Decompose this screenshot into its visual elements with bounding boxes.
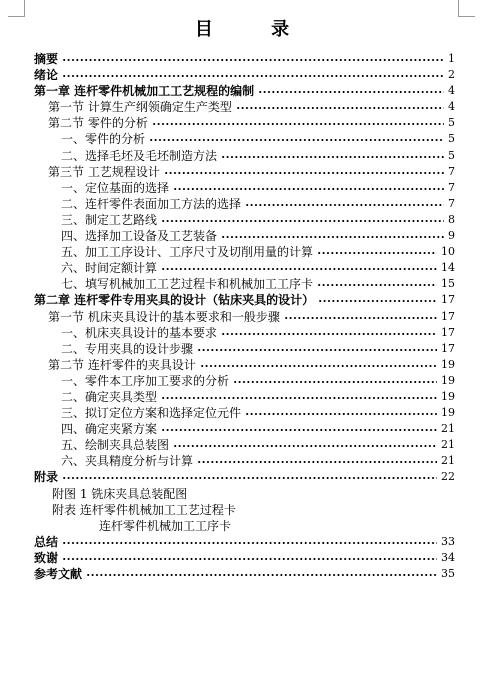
toc-page-number: 34 xyxy=(441,550,455,564)
toc-page-number: 2 xyxy=(448,68,455,82)
toc-entry-title: 第二章 连杆零件专用夹具的设计（钻床夹具的设计） xyxy=(34,293,315,308)
toc-entry-title: 三、制定工艺路线 xyxy=(61,212,158,227)
toc-page-number: 21 xyxy=(441,454,455,468)
toc-page-number: 17 xyxy=(441,293,455,307)
toc-page-number: 17 xyxy=(441,325,455,339)
dot-leader xyxy=(197,461,437,463)
toc-entry-title: 致谢 xyxy=(34,550,59,565)
page-corner-mark-right xyxy=(458,0,475,17)
toc-entry[interactable] xyxy=(0,292,484,308)
dot-leader xyxy=(221,236,444,238)
toc-entry-title: 二、选择毛坯及毛坯制造方法 xyxy=(61,148,218,163)
toc-entry-title: 六、夹具精度分析与计算 xyxy=(61,454,194,469)
toc-entry-title: 第二节 零件的分析 xyxy=(48,116,148,131)
toc-entry-title: 四、选择加工设备及工艺装备 xyxy=(61,229,218,244)
toc-page-number: 4 xyxy=(448,100,455,114)
toc-page-number: 9 xyxy=(448,229,455,243)
toc-page-number: 5 xyxy=(448,116,455,130)
dot-leader xyxy=(62,558,437,560)
toc-page-number: 21 xyxy=(441,438,455,452)
dot-leader xyxy=(173,445,437,447)
toc-entry[interactable] xyxy=(0,421,484,437)
toc-page-number: 17 xyxy=(441,341,455,355)
dot-leader xyxy=(245,204,444,206)
toc-entry[interactable] xyxy=(0,164,484,180)
toc-entry[interactable] xyxy=(0,453,484,469)
dot-leader xyxy=(152,123,444,125)
dot-leader xyxy=(317,284,437,286)
toc-entry[interactable] xyxy=(0,550,484,566)
dot-leader xyxy=(245,413,437,415)
toc-entry[interactable] xyxy=(0,502,484,518)
toc-entry[interactable] xyxy=(0,99,484,115)
toc-entry-title: 五、绘制夹具总装图 xyxy=(61,438,170,453)
toc-page-number: 4 xyxy=(448,84,455,98)
toc-entry-title: 附表 连杆零件机械加工工艺过程卡 xyxy=(52,502,236,517)
dot-leader xyxy=(161,397,437,399)
toc-entry-title: 附图 1 铣床夹具总装配图 xyxy=(52,486,188,501)
dot-leader xyxy=(221,156,444,158)
dot-leader xyxy=(173,188,444,190)
dot-leader xyxy=(233,381,437,383)
toc-entry[interactable] xyxy=(0,405,484,421)
toc-page-number: 22 xyxy=(441,470,455,484)
toc-entry-title: 连杆零件机械加工工序卡 xyxy=(99,518,232,533)
dot-leader xyxy=(62,542,437,544)
dot-leader xyxy=(200,365,437,367)
dot-leader xyxy=(62,75,444,77)
toc-entry[interactable] xyxy=(0,51,484,67)
toc-entry[interactable] xyxy=(0,276,484,292)
toc-page-number: 19 xyxy=(441,389,455,403)
toc-entry-title: 七、填写机械加工工艺过程卡和机械加工工序卡 xyxy=(61,277,314,292)
toc-entry[interactable] xyxy=(0,341,484,357)
toc-entry[interactable] xyxy=(0,115,484,131)
dot-leader xyxy=(318,300,437,302)
toc-entry[interactable] xyxy=(0,486,484,502)
dot-leader xyxy=(62,59,444,61)
toc-entry-title: 总结 xyxy=(34,534,59,549)
toc-entry-title: 附录 xyxy=(34,470,59,485)
dot-leader xyxy=(161,429,437,431)
toc-entry-title: 摘要 xyxy=(34,52,59,66)
toc-page-number: 7 xyxy=(448,180,455,194)
toc-entry[interactable] xyxy=(0,437,484,453)
toc-page-number: 8 xyxy=(448,212,455,226)
toc-page-number: 10 xyxy=(441,245,455,259)
toc-page-number: 21 xyxy=(441,422,455,436)
toc-entry-title: 四、确定夹紧方案 xyxy=(61,422,158,437)
dot-leader xyxy=(161,220,444,222)
toc-page-number: 5 xyxy=(448,132,455,146)
toc-entry-title: 二、专用夹具的设计步骤 xyxy=(61,341,194,356)
toc-page-number: 1 xyxy=(448,52,455,65)
page-corner-mark-left xyxy=(8,0,25,17)
dot-leader xyxy=(317,252,437,254)
toc-entry[interactable] xyxy=(0,325,484,341)
toc-entry-title: 一、定位基面的选择 xyxy=(61,180,170,195)
dot-leader xyxy=(197,349,437,351)
dot-leader xyxy=(62,477,437,479)
toc-page-number: 33 xyxy=(441,534,455,548)
toc-page-number: 17 xyxy=(441,309,455,323)
toc-entry[interactable] xyxy=(0,373,484,389)
toc-entry[interactable] xyxy=(0,212,484,228)
dot-leader xyxy=(236,107,444,109)
toc-entry-title: 第二节 连杆零件的夹具设计 xyxy=(48,357,196,372)
toc-entry-title: 五、加工工序设计、工序尺寸及切削用量的计算 xyxy=(61,245,314,260)
toc-entry[interactable] xyxy=(0,83,484,99)
toc-entry[interactable] xyxy=(0,389,484,405)
toc-page-number: 19 xyxy=(441,357,455,371)
toc-page-number: 35 xyxy=(441,567,455,580)
dot-leader xyxy=(161,268,437,270)
toc-page-number: 5 xyxy=(448,148,455,162)
toc-entry[interactable] xyxy=(0,148,484,164)
dot-leader xyxy=(86,574,437,576)
toc-entry[interactable] xyxy=(0,566,484,582)
dot-leader xyxy=(258,91,444,93)
page-title: 目 录 xyxy=(194,19,316,40)
toc-entry[interactable] xyxy=(0,228,484,244)
toc-entry-title: 二、确定夹具类型 xyxy=(61,389,158,404)
dot-leader xyxy=(284,317,437,319)
toc-entry[interactable] xyxy=(0,518,484,534)
toc-entry-title: 三、拟订定位方案和选择定位元件 xyxy=(61,406,242,421)
toc-entry-title: 绪论 xyxy=(34,68,59,83)
toc-page-number: 19 xyxy=(441,373,455,387)
toc-entry-title: 一、机床夹具设计的基本要求 xyxy=(61,325,218,340)
toc-entry-title: 第一节 计算生产纲领确定生产类型 xyxy=(48,100,232,115)
toc-entry[interactable] xyxy=(0,67,484,83)
toc-entry-title: 一、零件本工序加工要求的分析 xyxy=(61,373,230,388)
toc-entry-title: 一、零件的分析 xyxy=(61,132,146,147)
toc-entry[interactable] xyxy=(0,180,484,196)
toc-entry-title: 二、连杆零件表面加工方法的选择 xyxy=(61,196,242,211)
toc-entry[interactable] xyxy=(0,260,484,276)
dot-leader xyxy=(221,333,437,335)
toc-entry[interactable] xyxy=(0,309,484,325)
toc-entry-title: 参考文献 xyxy=(34,567,83,581)
toc-entry-title: 第一章 连杆零件机械加工工艺规程的编制 xyxy=(34,84,255,99)
toc-entry[interactable] xyxy=(0,357,484,373)
toc-entry-title: 第一节 机床夹具设计的基本要求和一般步骤 xyxy=(48,309,280,324)
toc-entry[interactable] xyxy=(0,244,484,260)
toc-entry[interactable] xyxy=(0,469,484,485)
dot-leader xyxy=(149,139,444,141)
toc-page-number: 7 xyxy=(448,164,455,178)
toc-entry[interactable] xyxy=(0,131,484,147)
toc-page-number: 7 xyxy=(448,196,455,210)
toc-entry-title: 第三节 工艺规程设计 xyxy=(48,164,160,179)
toc-page-number: 14 xyxy=(441,261,455,275)
toc-entry[interactable] xyxy=(0,196,484,212)
table-of-contents xyxy=(0,51,484,582)
toc-page-number: 19 xyxy=(441,406,455,420)
toc-page-number: 15 xyxy=(441,277,455,291)
dot-leader xyxy=(164,172,444,174)
toc-entry[interactable] xyxy=(0,534,484,550)
toc-entry-title: 六、时间定额计算 xyxy=(61,261,158,276)
